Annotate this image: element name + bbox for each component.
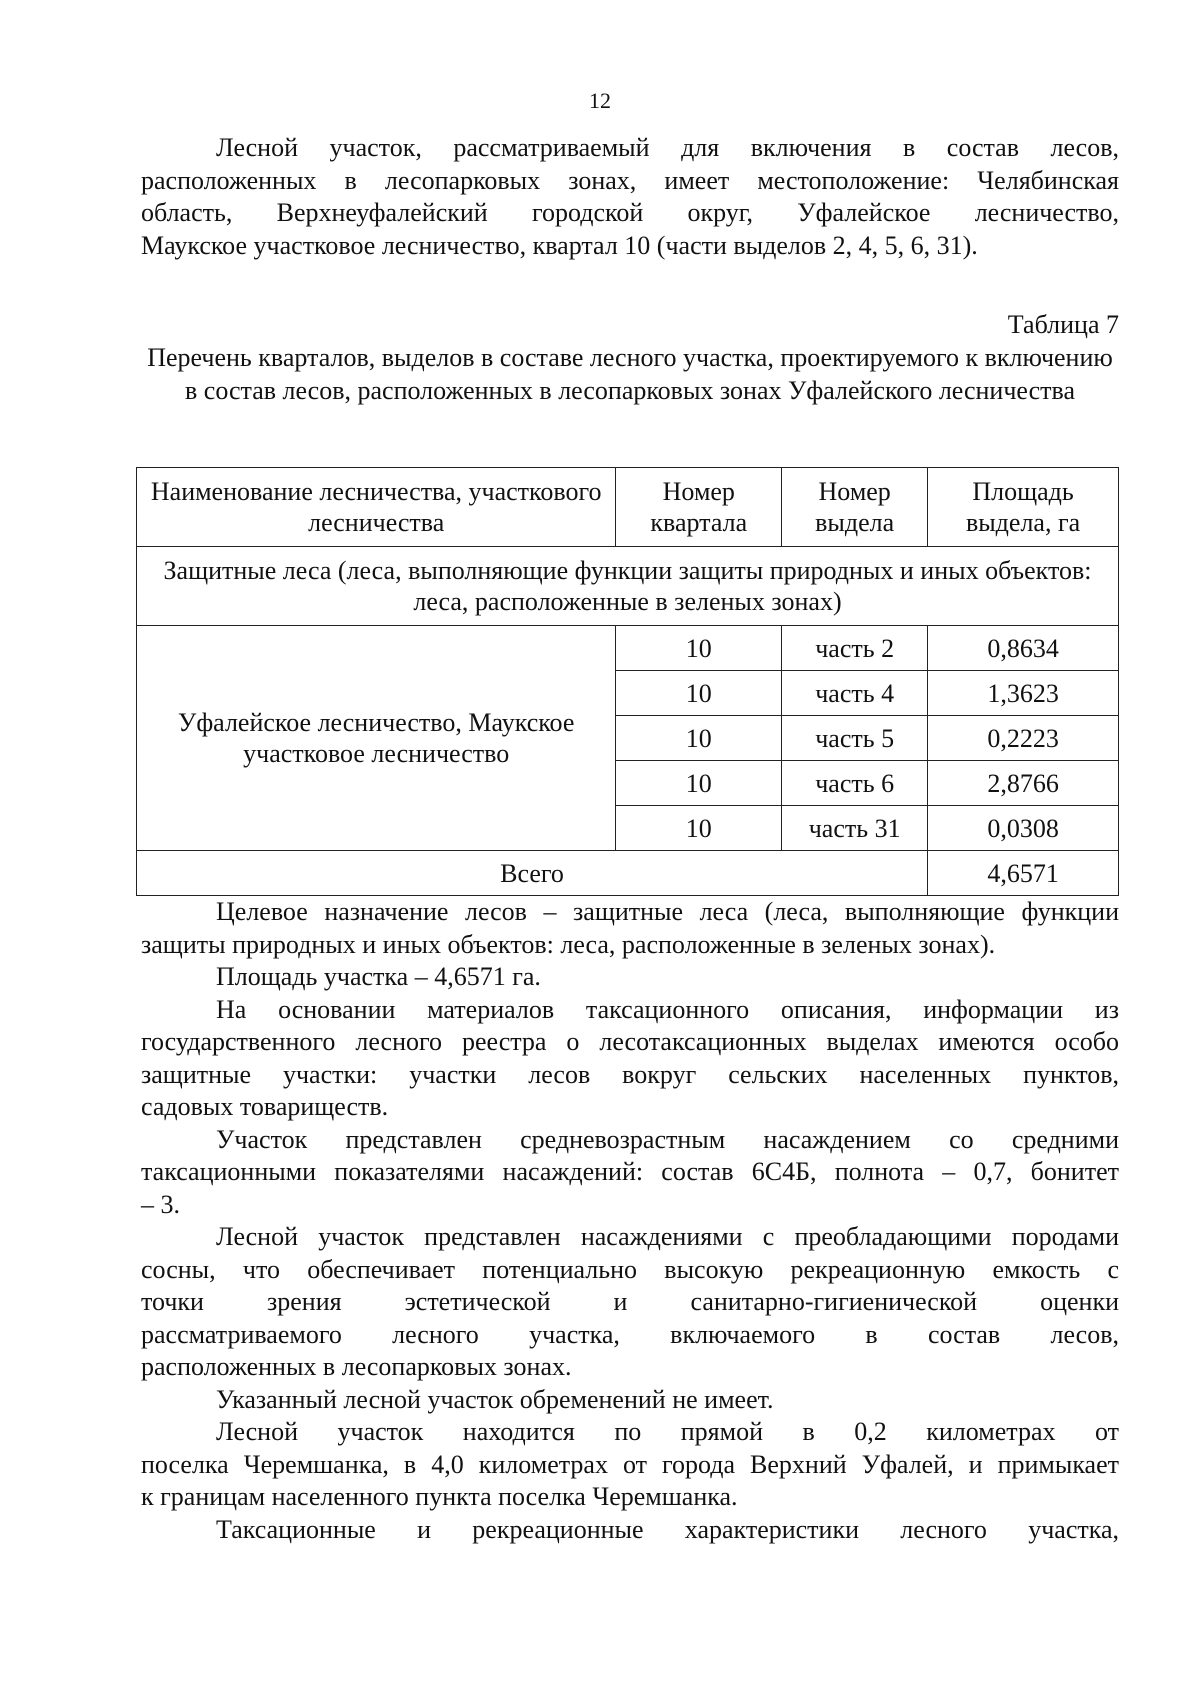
text-line: защитные участки: участки лесов вокруг сельских населенных пунктов, <box>141 1059 1119 1089</box>
text-line: рассматриваемого лесного участка, включаемого в состав лесов, <box>141 1319 1119 1349</box>
intro-paragraph <box>141 132 1119 262</box>
allotment-table <box>136 467 1119 896</box>
area-paragraph <box>141 961 1119 994</box>
table-label: Таблица 7 <box>1007 310 1119 339</box>
header-area: Площадь выдела, га <box>928 468 1119 547</box>
text-line: расположенных в лесопарковых зонах. <box>141 1352 572 1381</box>
characteristics-paragraph <box>141 1514 1119 1547</box>
allotment-cell: часть 4 <box>782 671 928 716</box>
text-line: садовых товариществ. <box>141 1092 389 1121</box>
text-line: Лесной участок, рассматриваемый для включения в состав лесов, <box>216 133 1119 162</box>
text-line: сосны, что обеспечивает потенциально высокую рекреационную емкость с <box>141 1254 1119 1284</box>
header-allotment: Номер выдела <box>782 468 928 547</box>
total-label: Всего <box>137 851 928 896</box>
basis-paragraph <box>141 994 1119 1124</box>
forestry-name: Уфалейское лесничество, Маукское участковое лесничество <box>137 626 616 851</box>
quarter-cell: 10 <box>616 626 782 671</box>
quarter-cell: 10 <box>616 806 782 851</box>
text-line: поселка Черемшанка, в 4,0 километрах от города Верхний Уфалей, и примыкает <box>141 1449 1119 1479</box>
quarter-cell: 10 <box>616 716 782 761</box>
text-line: область, Верхнеуфалейский городской округ, Уфалейское лесничество, <box>141 198 1119 227</box>
allotment-cell: часть 6 <box>782 761 928 806</box>
total-value: 4,6571 <box>928 851 1119 896</box>
text-line: Лесной участок представлен насаждениями с преобладающими породами <box>216 1222 1119 1251</box>
table-title: Перечень кварталов, выделов в составе лесного участка, проектируемого к включению в состав лесов, расположенных в лесопарковых зонах Уфалейского лесничества <box>147 343 1113 405</box>
page-number: 12 <box>589 88 611 113</box>
area-cell: 0,0308 <box>928 806 1119 851</box>
body-text <box>141 896 1119 1546</box>
header-forestry: Наименование лесничества, участкового лесничества <box>137 468 616 547</box>
area-cell: 0,2223 <box>928 716 1119 761</box>
table-section-row <box>137 547 1119 626</box>
quarter-cell: 10 <box>616 761 782 806</box>
table-total-row <box>137 851 1119 896</box>
text-line: Указанный лесной участок обременений не имеет. <box>216 1384 774 1414</box>
area-cell: 2,8766 <box>928 761 1119 806</box>
table-header-row <box>137 468 1119 547</box>
text-line: Маукское участковое лесничество, квартал 10 (части выделов 2, 4, 5, 6, 31). <box>141 230 978 260</box>
encumbrance-paragraph <box>141 1384 1119 1417</box>
recreation-paragraph <box>141 1221 1119 1384</box>
area-cell: 1,3623 <box>928 671 1119 716</box>
text-line: Таксационные и рекреационные характеристики лесного участка, <box>216 1514 1119 1544</box>
text-line: таксационными показателями насаждений: состав 6С4Б, полнота – 0,7, бонитет <box>141 1157 1119 1186</box>
quarter-cell: 10 <box>616 671 782 716</box>
location-paragraph <box>141 1416 1119 1514</box>
allotment-cell: часть 31 <box>782 806 928 851</box>
text-line: Участок представлен средневозрастным насаждением со средними <box>216 1124 1119 1154</box>
text-line: Лесной участок находится по прямой в 0,2 километрах от <box>216 1417 1119 1446</box>
text-line: государственного лесного реестра о лесотаксационных выделах имеются особо <box>141 1027 1119 1056</box>
stand-paragraph <box>141 1124 1119 1222</box>
text-line: Площадь участка – 4,6571 га. <box>216 962 541 991</box>
text-line: к границам населенного пункта поселка Черемшанка. <box>141 1482 738 1511</box>
text-line: – 3. <box>141 1189 180 1219</box>
table-row <box>137 626 1119 671</box>
text-line: расположенных в лесопарковых зонах, имеет местоположение: Челябинская <box>141 165 1119 195</box>
text-line: Целевое назначение лесов – защитные леса (леса, выполняющие функции <box>216 897 1119 926</box>
allotment-cell: часть 5 <box>782 716 928 761</box>
allotment-cell: часть 2 <box>782 626 928 671</box>
area-cell: 0,8634 <box>928 626 1119 671</box>
header-quarter: Номер квартала <box>616 468 782 547</box>
text-line: На основании материалов таксационного описания, информации из <box>216 994 1119 1024</box>
text-line: защиты природных и иных объектов: леса, расположенные в зеленых зонах). <box>141 929 996 959</box>
text-line: точки зрения эстетической и санитарно-гигиенической оценки <box>141 1287 1119 1316</box>
section-title: Защитные леса (леса, выполняющие функции защиты природных и иных объектов: леса, расположенные в зеленых зонах) <box>137 547 1119 626</box>
purpose-paragraph <box>141 896 1119 961</box>
